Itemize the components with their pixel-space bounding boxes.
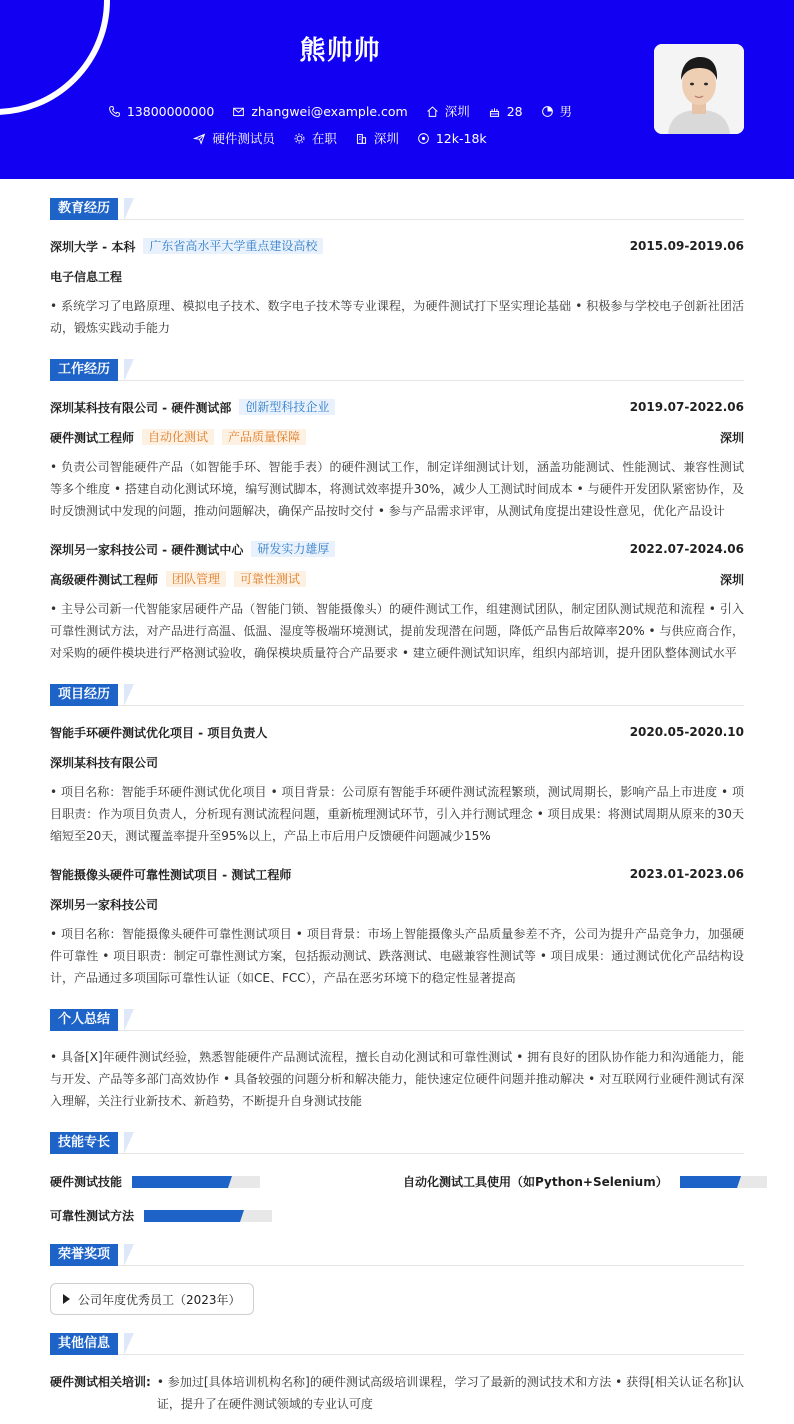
work-section-title: [50, 359, 744, 381]
salary-item: [417, 131, 487, 146]
skill-bar-fill: [144, 1210, 244, 1222]
award-text: 公司年度优秀员工（2023年）: [78, 1292, 241, 1307]
role-tag: 自动化测试: [142, 429, 214, 445]
education-date: 2015.09-2019.06: [629, 239, 744, 253]
send-icon: [193, 132, 206, 145]
gender-icon: [541, 105, 554, 118]
skill-bar-fill: [132, 1176, 232, 1188]
major: 电子信息工程: [50, 270, 123, 284]
skill-bar: [132, 1176, 260, 1188]
phone-text: 13800000000: [126, 103, 215, 119]
skill-name: 硬件测试技能: [50, 1175, 123, 1189]
gender-item: [541, 102, 573, 120]
skill-item: [50, 1207, 272, 1224]
contact-row: [0, 102, 680, 120]
skill-bar-fill: [680, 1176, 741, 1188]
company-name: 深圳另一家科技公司 - 硬件测试中心: [50, 542, 244, 557]
status-text: 在职: [311, 131, 337, 146]
salary-text: 12k-18k: [435, 130, 487, 146]
work-item-header: [50, 541, 744, 557]
work-city-text: 深圳: [373, 131, 399, 146]
other-info-text: • 参加过[具体培训机构名称]的硬件测试高级培训课程，学习了最新的测试技术和方法 • 获得[相关认证名称]认证，提升了在硬件测试领域的专业认可度: [156, 1375, 744, 1411]
position-text: 硬件测试员: [212, 131, 275, 146]
work-item-header: [50, 399, 744, 415]
project-header: [50, 866, 744, 882]
section-tab-tail: [124, 1132, 134, 1154]
section-tab-tail: [124, 1333, 134, 1355]
summary-section-title: [50, 1009, 744, 1031]
age-text: 28: [506, 103, 523, 119]
city-item: [426, 102, 470, 120]
section-tab-tail: [124, 684, 134, 706]
city-text: 深圳: [444, 104, 470, 119]
education-header: [50, 238, 744, 254]
section-tab-tail: [124, 1244, 134, 1266]
work-city: 深圳: [719, 572, 744, 587]
avatar-portrait: [654, 44, 744, 134]
role-tag: 可靠性测试: [234, 571, 306, 587]
section-divider: [50, 705, 744, 706]
role-tag: 产品质量保障: [222, 429, 306, 445]
caret-right-icon: [63, 1294, 70, 1304]
summary-text: • 具备[X]年硬件测试经验，熟悉智能硬件产品测试流程，擅长自动化测试和可靠性测试 • 拥有良好的团队协作能力和沟通能力，能与开发、产品等多部门高效协作 • 具备较强的问题分析和解决能力，能快速定位硬件问题并推动解决 • 对互联网行业硬件测试有深入理解，关注行业新技术、新趋势，不断提升自身测试技能: [50, 1050, 744, 1108]
company-name: 深圳某科技有限公司 - 硬件测试部: [50, 400, 232, 415]
email-text: zhangwei@example.com: [251, 103, 408, 119]
school-tag: 广东省高水平大学重点建设高校: [143, 238, 323, 254]
project-header: [50, 724, 744, 740]
section-tab-tail: [124, 198, 134, 220]
work-date: 2022.07-2024.06: [629, 542, 744, 556]
skill-bar: [680, 1176, 767, 1188]
candidate-name: 熊帅帅: [299, 36, 381, 66]
job-title: 硬件测试工程师: [50, 430, 135, 445]
project-description: • 项目名称：智能摄像头硬件可靠性测试项目 • 项目背景：市场上智能摄像头产品质量参差不齐，公司为提升产品竞争力，加强硬件可靠性 • 项目职责：制定可靠性测试方案，包括振动测试、跌落测试、电磁兼容性测试等 • 项目成果：通过测试优化产品结构设计，产品通过多项国际可靠性认证（如CE、FCC），产品在恶劣环境下的稳定性显著提高: [50, 927, 744, 985]
work-role-row: [50, 571, 744, 587]
avatar-photo: [654, 44, 744, 134]
education-description: • 系统学习了电路原理、模拟电子技术、数字电子技术等专业课程，为硬件测试打下坚实理论基础 • 积极参与学校电子创新社团活动，锻炼实践动手能力: [50, 299, 744, 335]
section-label: 荣誉奖项: [50, 1244, 118, 1266]
skill-item: [403, 1173, 767, 1190]
project-description: • 项目名称：智能手环硬件测试优化项目 • 项目背景：公司原有智能手环硬件测试流程繁琐，测试周期长，影响产品上市进度 • 项目职责：作为项目负责人，分析现有测试流程问题，重新梳理测试环节，引入并行测试理念 • 项目成果：将测试周期从原来的30天缩短至20天，测试覆盖率提升至95%以上，产品上市后用户反馈硬件问题减少15%: [50, 785, 744, 843]
section-divider: [50, 1153, 744, 1154]
position-item: [193, 129, 275, 147]
money-icon: [417, 132, 430, 145]
skill-name: 自动化测试工具使用（如Python+Selenium）: [403, 1175, 668, 1189]
skill-bar-notch: [737, 1176, 741, 1188]
resume-header: [0, 0, 794, 179]
section-divider: [50, 1265, 744, 1266]
project-date: 2020.05-2020.10: [629, 725, 744, 739]
section-label: 其他信息: [50, 1333, 118, 1355]
gender-text: 男: [559, 104, 573, 119]
skill-name: 可靠性测试方法: [50, 1209, 135, 1223]
skills-section-title: [50, 1132, 744, 1154]
job-intent-row: [0, 129, 680, 147]
mail-icon: [232, 105, 245, 118]
building-icon: [355, 132, 368, 145]
section-divider: [50, 1030, 744, 1031]
project-date: 2023.01-2023.06: [629, 867, 744, 881]
work-date: 2019.07-2022.06: [629, 400, 744, 414]
status-item: [293, 129, 337, 147]
education-section-title: [50, 198, 744, 220]
other-info-row: [50, 1371, 744, 1415]
section-divider: [50, 219, 744, 220]
work-city-item: [355, 129, 399, 147]
email-item: [232, 104, 407, 119]
skill-item: [50, 1173, 260, 1190]
gear-icon: [293, 132, 306, 145]
work-description: • 负责公司智能硬件产品（如智能手环、智能手表）的硬件测试工作，制定详细测试计划，涵盖功能测试、性能测试、兼容性测试等多个维度 • 搭建自动化测试环境，编写测试脚本，将测试效率提升30%，减少人工测试时间成本 • 与硬件开发团队紧密协作，及时反馈测试中发现的问题，推动问题解决，确保产品按时交付 • 参与产品需求评审，从测试角度提出建设性意见，优化产品设计: [50, 460, 744, 518]
section-label: 教育经历: [50, 198, 118, 220]
section-divider: [50, 1354, 744, 1355]
company-tag: 研发实力雄厚: [251, 541, 335, 557]
project-company: 深圳另一家科技公司: [50, 898, 159, 912]
skill-bar: [144, 1210, 272, 1222]
section-label: 个人总结: [50, 1009, 118, 1031]
other-section-title: [50, 1333, 744, 1355]
other-info-label: 硬件测试相关培训:: [50, 1375, 151, 1389]
role-tag: 团队管理: [166, 571, 226, 587]
skill-bar-notch: [228, 1176, 232, 1188]
project-name: 智能摄像头硬件可靠性测试项目 - 测试工程师: [50, 867, 292, 882]
work-city: 深圳: [719, 430, 744, 445]
phone-icon: [108, 105, 121, 118]
project-name: 智能手环硬件测试优化项目 - 项目负责人: [50, 725, 268, 740]
projects-section-title: [50, 684, 744, 706]
section-label: 项目经历: [50, 684, 118, 706]
company-tag: 创新型科技企业: [239, 399, 335, 415]
section-tab-tail: [124, 359, 134, 381]
phone-item: [108, 104, 214, 119]
section-divider: [50, 380, 744, 381]
cake-icon: [488, 105, 501, 118]
project-company: 深圳某科技有限公司: [50, 756, 159, 770]
award-item[interactable]: [50, 1283, 254, 1315]
job-title: 高级硬件测试工程师: [50, 572, 159, 587]
awards-section-title: [50, 1244, 744, 1266]
school-name: 深圳大学 - 本科: [50, 239, 136, 254]
section-label: 工作经历: [50, 359, 118, 381]
age-item: [488, 104, 523, 119]
home-icon: [426, 105, 439, 118]
section-tab-tail: [124, 1009, 134, 1031]
section-label: 技能专长: [50, 1132, 118, 1154]
work-description: • 主导公司新一代智能家居硬件产品（智能门锁、智能摄像头）的硬件测试工作，组建测试团队，制定团队测试规范和流程 • 引入可靠性测试方法，对产品进行高温、低温、湿度等极端环境测试，提前发现潜在问题，降低产品售后故障率20% • 与供应商合作，对采购的硬件模块进行严格测试验收，确保模块质量符合产品要求 • 建立硬件测试知识库，组织内部培训，提升团队整体测试水平: [50, 602, 744, 660]
work-role-row: [50, 429, 744, 445]
skill-bar-notch: [240, 1210, 244, 1222]
